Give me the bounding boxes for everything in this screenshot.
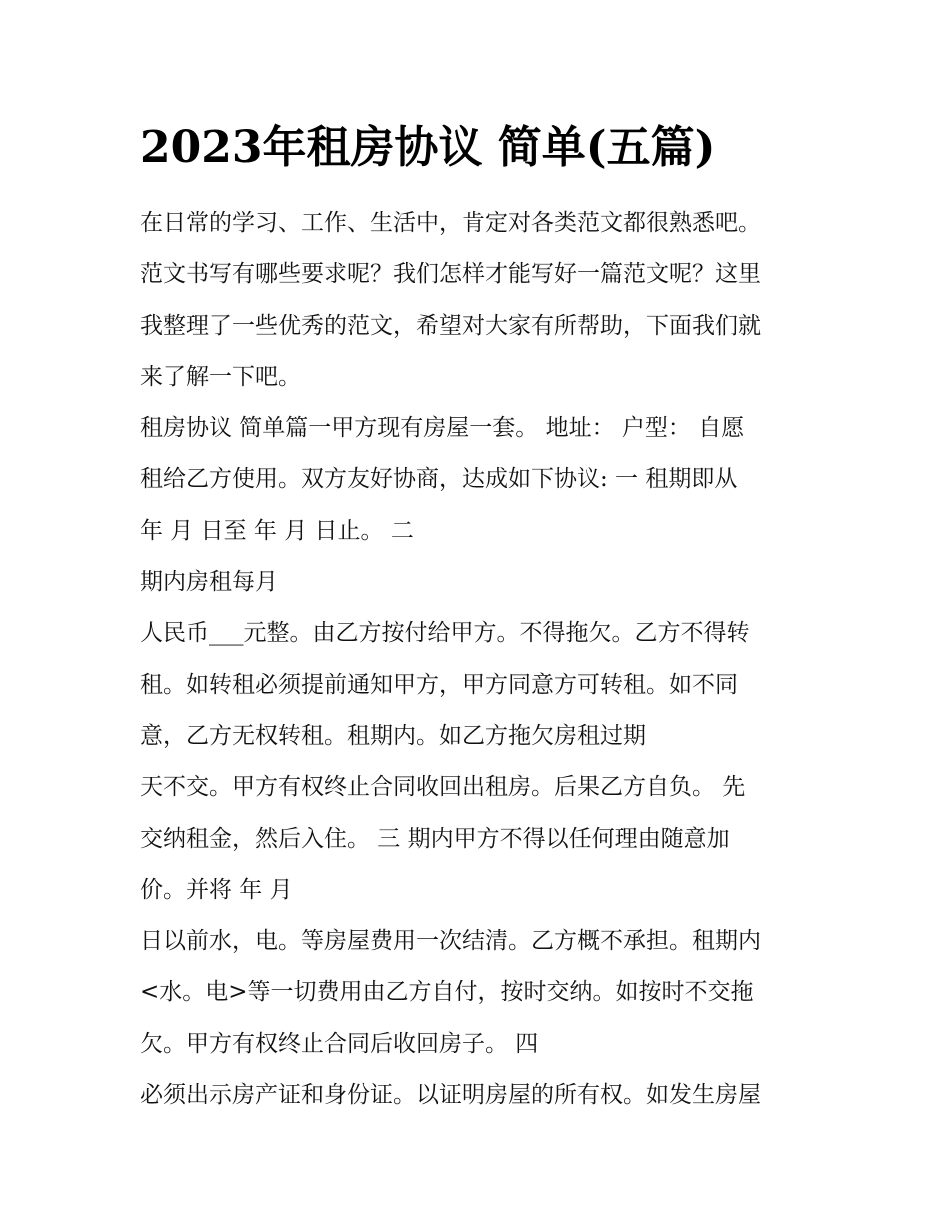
body-line: 交纳租金，然后入住。 三 期内甲方不得以任何理由随意加 [140, 825, 730, 852]
document-title: 2023年租房协议 简单(五篇) [140, 122, 716, 173]
body-line: 天不交。甲方有权终止合同收回出租房。后果乙方自负。 先 [140, 774, 746, 801]
body-line: <水。电>等一切费用由乙方自付，按时交纳。如按时不交拖 [140, 979, 754, 1006]
body-line: 租。如转租必须提前通知甲方，甲方同意方可转租。如不同 [140, 671, 738, 698]
body-line: 我整理了一些优秀的范文，希望对大家有所帮助，下面我们就 [140, 312, 761, 339]
body-line: 年 月 日至 年 月 日止。 二 [140, 517, 414, 544]
body-line: 人民币___元整。由乙方按付给甲方。不得拖欠。乙方不得转 [140, 620, 750, 647]
body-line: 租给乙方使用。双方友好协商，达成如下协议: 一 租期即从 [140, 466, 738, 493]
body-line: 期内房租每月 [140, 569, 278, 596]
body-line: 必须出示房产证和身份证。以证明房屋的所有权。如发生房屋 [140, 1082, 761, 1109]
body-line: 在日常的学习、工作、生活中，肯定对各类范文都很熟悉吧。 [140, 210, 761, 236]
body-line: 价。并将 年 月 [140, 876, 293, 903]
body-line: 租房协议 简单篇一甲方现有房屋一套。 地址： 户型： 自愿 [140, 415, 745, 442]
document-body [140, 198, 820, 1121]
body-line: 日以前水，电。等房屋费用一次结清。乙方概不承担。租期内 [140, 928, 761, 955]
body-line: 范文书写有哪些要求呢？我们怎样才能写好一篇范文呢？这里 [140, 261, 761, 288]
body-line: 来了解一下吧。 [140, 363, 301, 390]
body-line: 欠。甲方有权终止合同后收回房子。 四 [140, 1030, 539, 1057]
body-line: 意，乙方无权转租。租期内。如乙方拖欠房租过期 [140, 722, 646, 749]
